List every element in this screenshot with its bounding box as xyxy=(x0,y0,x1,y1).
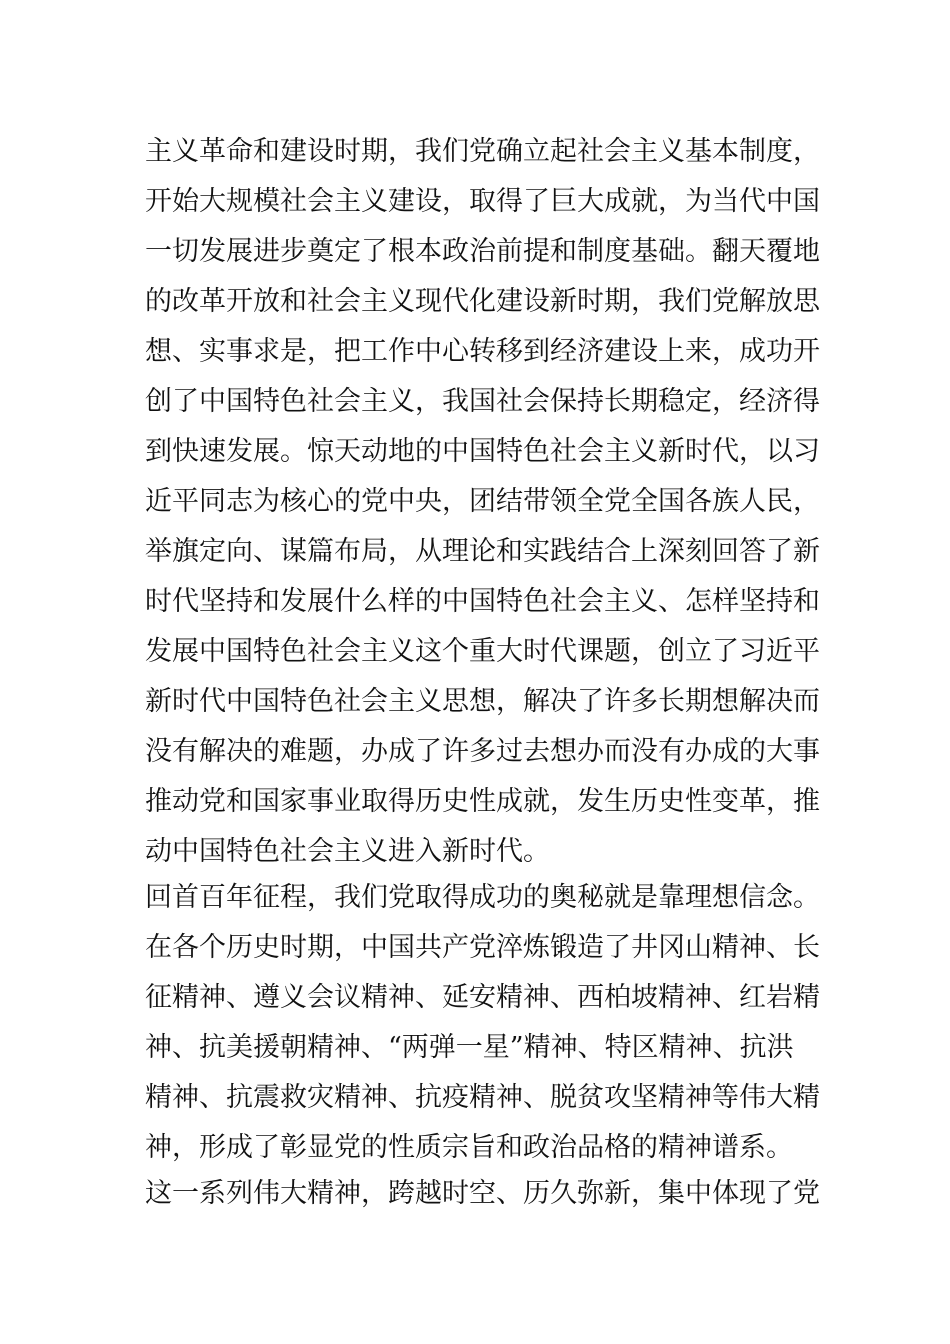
text-line: 开始大规模社会主义建设，取得了巨大成就，为当代中国 xyxy=(145,186,820,217)
text-line: 举旗定向、谋篇布局，从理论和实践结合上深刻回答了新 xyxy=(145,536,820,567)
text-line: 新时代中国特色社会主义思想，解决了许多长期想解决而 xyxy=(145,686,820,717)
text-line: 的改革开放和社会主义现代化建设新时期，我们党解放思 xyxy=(145,286,820,317)
text-line: 主义革命和建设时期，我们党确立起社会主义基本制度， xyxy=(145,136,820,167)
text-line: 这一系列伟大精神，跨越时空、历久弥新，集中体现了党 xyxy=(145,1178,820,1209)
text-line: 神、抗美援朝精神、“两弹一星”精神、特区精神、抗洪 xyxy=(145,1032,794,1063)
text-line: 时代坚持和发展什么样的中国特色社会主义、怎样坚持和 xyxy=(145,586,820,617)
text-line: 推动党和国家事业取得历史性成就，发生历史性变革，推 xyxy=(145,786,820,817)
text-line: 发展中国特色社会主义这个重大时代课题，创立了习近平 xyxy=(145,636,820,667)
text-line: 神，形成了彰显党的性质宗旨和政治品格的精神谱系。 xyxy=(145,1132,793,1163)
text-line: 创了中国特色社会主义，我国社会保持长期稳定，经济得 xyxy=(145,386,820,417)
text-line: 想、实事求是，把工作中心转移到经济建设上来，成功开 xyxy=(145,336,820,367)
text-line: 一切发展进步奠定了根本政治前提和制度基础。翻天覆地 xyxy=(145,236,820,267)
text-line: 征精神、遵义会议精神、延安精神、西柏坡精神、红岩精 xyxy=(145,982,820,1013)
text-line: 回首百年征程，我们党取得成功的奥秘就是靠理想信念。 xyxy=(145,882,820,913)
text-line: 精神、抗震救灾精神、抗疫精神、脱贫攻坚精神等伟大精 xyxy=(145,1082,820,1113)
text-line: 没有解决的难题，办成了许多过去想办而没有办成的大事 xyxy=(145,736,820,767)
text-line: 在各个历史时期，中国共产党淬炼锻造了井冈山精神、长 xyxy=(145,932,820,963)
text-line: 动中国特色社会主义进入新时代。 xyxy=(145,836,550,867)
text-line: 近平同志为核心的党中央，团结带领全党全国各族人民， xyxy=(145,486,820,517)
text-line: 到快速发展。惊天动地的中国特色社会主义新时代，以习 xyxy=(145,436,820,467)
